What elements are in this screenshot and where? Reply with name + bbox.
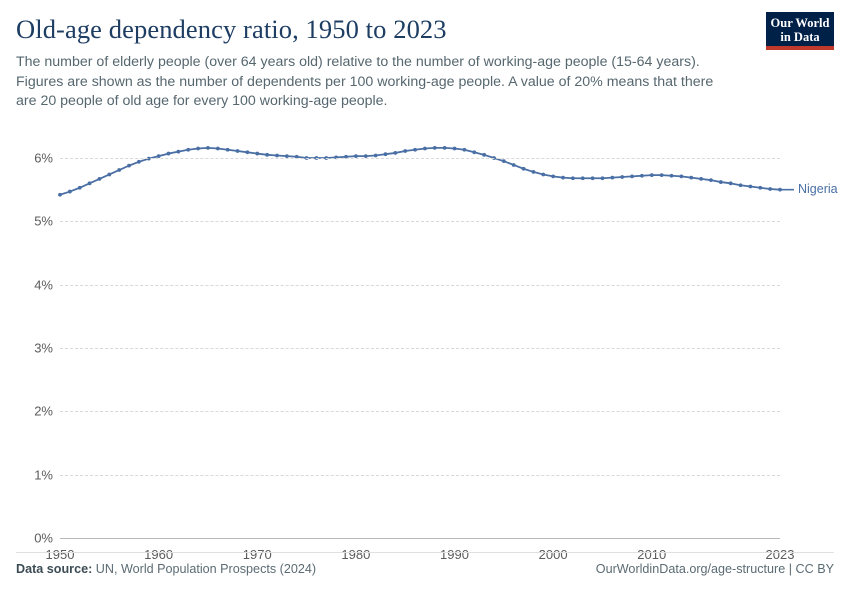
series-point[interactable]	[384, 152, 388, 156]
x-axis-tick-label: 1980	[341, 547, 371, 562]
series-point[interactable]	[107, 173, 111, 177]
gridline-y-3%	[60, 348, 780, 349]
series-point[interactable]	[236, 149, 240, 153]
series-point[interactable]	[502, 159, 506, 163]
series-point[interactable]	[512, 163, 516, 167]
series-point[interactable]	[255, 152, 259, 156]
series-point[interactable]	[68, 190, 72, 194]
series-point[interactable]	[729, 181, 733, 185]
gridline-y-0%	[60, 538, 780, 539]
series-point[interactable]	[472, 150, 476, 154]
y-axis-tick-label: 1%	[34, 467, 53, 483]
series-point[interactable]	[78, 186, 82, 190]
series-point[interactable]	[453, 147, 457, 151]
chart-subtitle: The number of elderly people (over 64 years old) relative to the number of working-age people (15-64 years). Figures are shown as the number of dependents per 100 working-age people. A value of 20% means that there are 20 people of old age for every 100 working-age people.	[16, 54, 714, 109]
series-point[interactable]	[650, 173, 654, 177]
series-point[interactable]	[660, 173, 664, 177]
y-axis-tick-label: 0%	[34, 530, 53, 546]
series-point[interactable]	[601, 176, 605, 180]
series-point[interactable]	[561, 176, 565, 180]
series-point[interactable]	[265, 153, 269, 157]
x-axis-tick-label: 1990	[440, 547, 469, 562]
series-point[interactable]	[176, 150, 180, 154]
series-point[interactable]	[462, 148, 466, 152]
x-axis-tick-label: 2023	[765, 547, 795, 562]
series-point[interactable]	[58, 193, 62, 197]
series-point[interactable]	[581, 176, 585, 180]
series-point[interactable]	[226, 148, 230, 152]
series-point[interactable]	[246, 150, 250, 154]
series-point[interactable]	[403, 149, 407, 153]
y-axis-tick-label: 6%	[34, 150, 53, 166]
series-point[interactable]	[768, 187, 772, 191]
series-point[interactable]	[551, 174, 555, 178]
credit-link[interactable]: OurWorldinData.org/age-structure | CC BY	[595, 562, 834, 576]
gridline-y-2%	[60, 411, 780, 412]
gridline-y-6%	[60, 158, 780, 159]
owid-logo[interactable]	[766, 12, 834, 50]
series-point[interactable]	[98, 177, 102, 181]
series-point[interactable]	[482, 153, 486, 157]
series-point[interactable]	[88, 181, 92, 185]
series-point[interactable]	[620, 175, 624, 179]
series-point[interactable]	[541, 173, 545, 177]
series-label-nigeria[interactable]: Nigeria	[798, 181, 838, 196]
series-point[interactable]	[758, 186, 762, 190]
series-point[interactable]	[571, 176, 575, 180]
x-axis-tick-label: 1950	[45, 547, 75, 562]
chart-footer	[16, 552, 834, 590]
series-point[interactable]	[186, 148, 190, 152]
x-axis-tick-label: 1970	[242, 547, 272, 562]
gridline-y-5%	[60, 221, 780, 222]
series-point[interactable]	[719, 180, 723, 184]
series-point[interactable]	[532, 170, 536, 174]
plot-region[interactable]	[34, 120, 838, 562]
series-point[interactable]	[699, 177, 703, 181]
y-axis-tick-label: 2%	[34, 403, 53, 419]
x-axis-tick-label: 2000	[538, 547, 568, 562]
y-axis-tick-label: 5%	[34, 213, 53, 229]
chart-area	[16, 112, 838, 562]
series-point[interactable]	[640, 174, 644, 178]
series-point[interactable]	[137, 160, 141, 164]
series-point[interactable]	[709, 178, 713, 182]
gridline-y-1%	[60, 475, 780, 476]
page-title: Old-age dependency ratio, 1950 to 2023	[16, 14, 447, 44]
series-point[interactable]	[610, 176, 614, 180]
series-point[interactable]	[423, 147, 427, 151]
gridline-y-4%	[60, 285, 780, 286]
series-point[interactable]	[393, 151, 397, 155]
x-axis-tick-label: 1960	[144, 547, 174, 562]
series-point[interactable]	[413, 148, 417, 152]
y-axis-tick-label: 4%	[34, 277, 53, 293]
series-point[interactable]	[196, 147, 200, 151]
data-source	[16, 562, 316, 576]
y-axis-tick-label: 3%	[34, 340, 53, 356]
series-point[interactable]	[749, 185, 753, 189]
logo-line-1: Our World	[770, 16, 830, 30]
series-point[interactable]	[630, 174, 634, 178]
series-point[interactable]	[679, 174, 683, 178]
series-point[interactable]	[117, 168, 121, 172]
x-axis-tick-label: 2010	[637, 547, 667, 562]
series-point[interactable]	[374, 154, 378, 158]
series-point[interactable]	[670, 174, 674, 178]
data-source-label: Data source:	[16, 562, 93, 576]
series-point[interactable]	[739, 183, 743, 187]
series-point[interactable]	[275, 154, 279, 158]
series-point[interactable]	[216, 147, 220, 151]
series-point[interactable]	[127, 164, 131, 168]
series-point[interactable]	[167, 152, 171, 156]
series-point[interactable]	[522, 167, 526, 171]
series-point[interactable]	[443, 146, 447, 150]
series-point[interactable]	[433, 146, 437, 150]
series-point[interactable]	[689, 176, 693, 180]
series-point[interactable]	[206, 146, 210, 150]
series-point[interactable]	[591, 176, 595, 180]
data-source-value: UN, World Population Prospects (2024)	[95, 562, 317, 576]
logo-line-2: in Data	[780, 30, 820, 44]
